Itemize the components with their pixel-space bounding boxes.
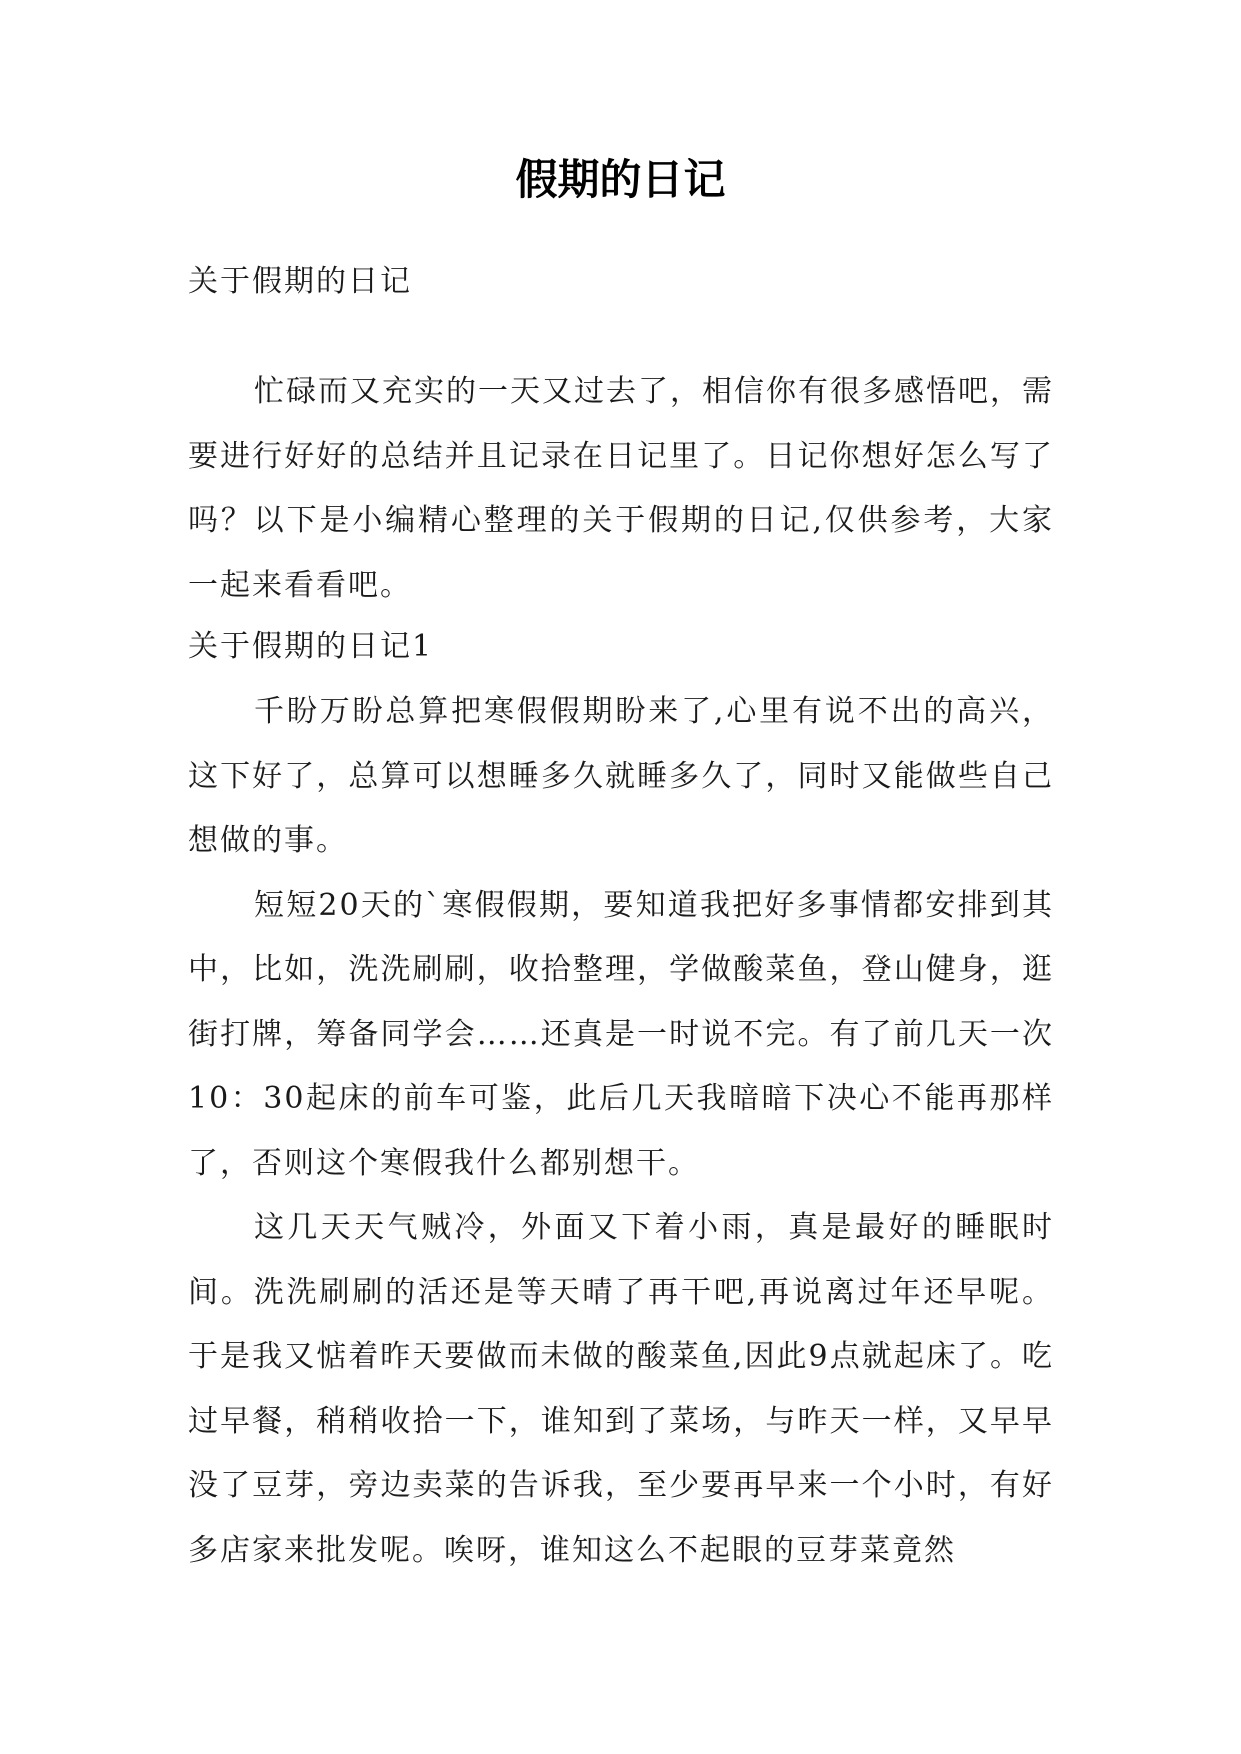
section-body bbox=[188, 680, 1054, 1583]
section-paragraph-1: 千盼万盼总算把寒假假期盼来了,心里有说不出的高兴，这下好了，总算可以想睡多久就睡多久了，同时又能做些自己想做的事。 bbox=[188, 694, 1054, 858]
section-paragraph-3: 这几天天气贼冷，外面又下着小雨，真是最好的睡眠时间。洗洗刷刷的活还是等天晴了再干吧,再说离过年还早呢。于是我又惦着昨天要做而未做的酸菜鱼,因此9点就起床了。吃过早餐，稍稍收拾一下，谁知到了菜场，与昨天一样，又早早没了豆芽，旁边卖菜的告诉我，至少要再早来一个小时，有好多店家来批发呢。唉呀，谁知这么不起眼的豆芽菜竟然 bbox=[188, 1210, 1054, 1568]
intro-block bbox=[188, 360, 1054, 618]
intro-paragraph: 忙碌而又充实的一天又过去了，相信你有很多感悟吧，需要进行好好的总结并且记录在日记里了。日记你想好怎么写了吗？以下是小编精心整理的关于假期的日记,仅供参考，大家一起来看看吧。 bbox=[188, 374, 1054, 603]
document-subtitle: 关于假期的日记 bbox=[188, 264, 412, 299]
section-heading: 关于假期的日记1 bbox=[188, 629, 434, 664]
page-title: 假期的日记 bbox=[515, 155, 726, 204]
section-paragraph-2: 短短20天的`寒假假期，要知道我把好多事情都安排到其中，比如，洗洗刷刷，收拾整理，学做酸菜鱼，登山健身，逛街打牌，筹备同学会……还真是一时说不完。有了前几天一次10：30起床的前车可鉴，此后几天我暗暗下决心不能再那样了，否则这个寒假我什么都别想干。 bbox=[188, 887, 1054, 1181]
